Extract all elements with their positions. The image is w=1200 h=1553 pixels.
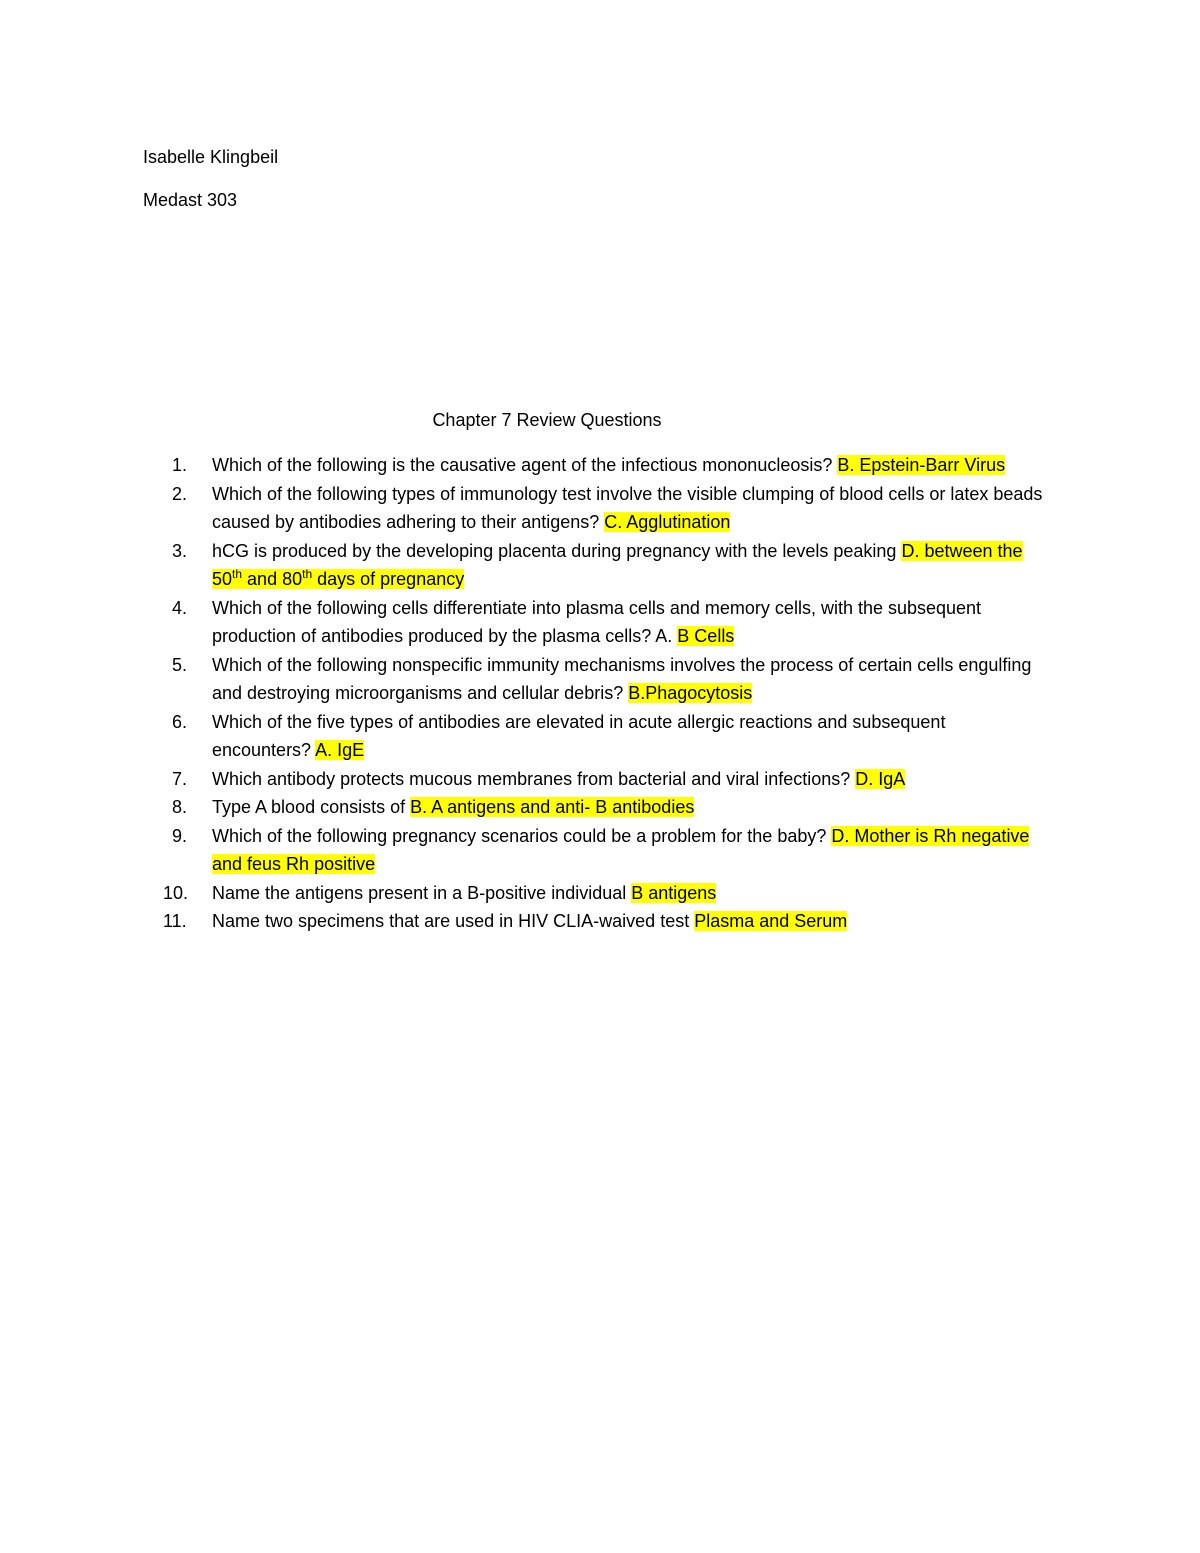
answer-highlight: D. IgA <box>855 768 906 789</box>
question-item-5 <box>0 651 1200 708</box>
question-number: 1. <box>172 455 188 475</box>
question-text <box>212 537 1047 594</box>
answer-highlight: A. IgE <box>315 740 365 760</box>
question-number: 11. <box>163 911 187 931</box>
answer-highlight: B. Epstein-Barr Virus <box>837 455 1006 475</box>
answer-part: and 80 <box>242 569 303 589</box>
question-text <box>212 708 1047 765</box>
page-title <box>0 408 1094 432</box>
question-number: 8. <box>172 797 188 817</box>
answer-part: days of pregnancy <box>312 569 465 589</box>
author-name: Isabelle Klingbeil <box>143 147 279 167</box>
question-body: Which of the following pregnancy scenarios could be a problem for the baby? <box>212 825 832 846</box>
answer-highlight: B.Phagocytosis <box>628 683 753 703</box>
question-item-7 <box>0 765 1200 794</box>
question-item-9 <box>0 822 1200 879</box>
question-body: Which of the following is the causative agent of the infectious mononucleosis? <box>212 455 838 475</box>
question-body: Which antibody protects mucous membranes from bacterial and viral infections? <box>212 768 856 789</box>
question-text <box>212 822 1047 879</box>
answer-highlight: C. Agglutination <box>604 512 731 532</box>
question-item-4 <box>0 594 1200 651</box>
answer-superscript: th <box>232 567 243 581</box>
answer-highlight: Plasma and Serum <box>694 911 848 931</box>
question-number: 7. <box>172 768 188 789</box>
question-number: 6. <box>172 711 188 732</box>
question-item-3 <box>0 537 1200 594</box>
question-body: Name the antigens present in a B-positive individual <box>212 882 632 903</box>
question-number: 9. <box>172 825 188 846</box>
title-text: Chapter 7 Review Questions <box>432 410 662 430</box>
question-item-2 <box>0 480 1200 537</box>
answer-superscript: th <box>302 567 313 581</box>
answer-highlight: D. Mother is Rh negative and feus Rh positive <box>212 825 1030 874</box>
course-name: Medast 303 <box>143 190 238 210</box>
question-text <box>212 765 1047 794</box>
question-text <box>212 907 1047 936</box>
question-number: 4. <box>172 597 188 618</box>
question-number: 5. <box>172 654 188 675</box>
question-body: Which of the following nonspecific immunity mechanisms involves the process of certain cells engulfing and destroying microorganisms and cellular debris? <box>212 654 1032 703</box>
question-number: 3. <box>172 540 188 561</box>
question-item-1 <box>0 451 1200 480</box>
question-text <box>212 651 1047 708</box>
question-item-6 <box>0 708 1200 765</box>
question-list <box>0 451 1200 936</box>
question-text <box>212 480 1047 537</box>
answer-highlight: B antigens <box>631 882 717 903</box>
question-body: Which of the following cells differentiate into plasma cells and memory cells, with the subsequent production of antibodies produced by the plasma cells? A. <box>212 597 982 646</box>
question-text <box>212 594 1047 651</box>
question-number: 10. <box>163 882 189 903</box>
question-body: Name two specimens that are used in HIV CLIA-waived test <box>212 911 695 931</box>
question-body: Type A blood consists of <box>212 797 411 817</box>
answer-highlight: B Cells <box>677 626 735 646</box>
question-body: hCG is produced by the developing placenta during pregnancy with the levels peaking <box>212 540 902 561</box>
question-item-10 <box>0 879 1200 908</box>
question-text <box>212 793 1047 822</box>
answer-highlight: B. A antigens and anti- B antibodies <box>410 797 695 817</box>
question-body: Which of the five types of antibodies are elevated in acute allergic reactions and subsequent encounters? <box>212 711 946 760</box>
question-item-11 <box>0 907 1200 936</box>
question-text <box>212 451 1047 480</box>
question-body: Which of the following types of immunology test involve the visible clumping of blood cells or latex beads caused by antibodies adhering to their antigens? <box>212 483 1043 532</box>
question-number: 2. <box>172 483 188 504</box>
question-item-8 <box>0 793 1200 822</box>
answer-part: D. between the 50 <box>212 540 1023 589</box>
question-text <box>212 879 1047 908</box>
